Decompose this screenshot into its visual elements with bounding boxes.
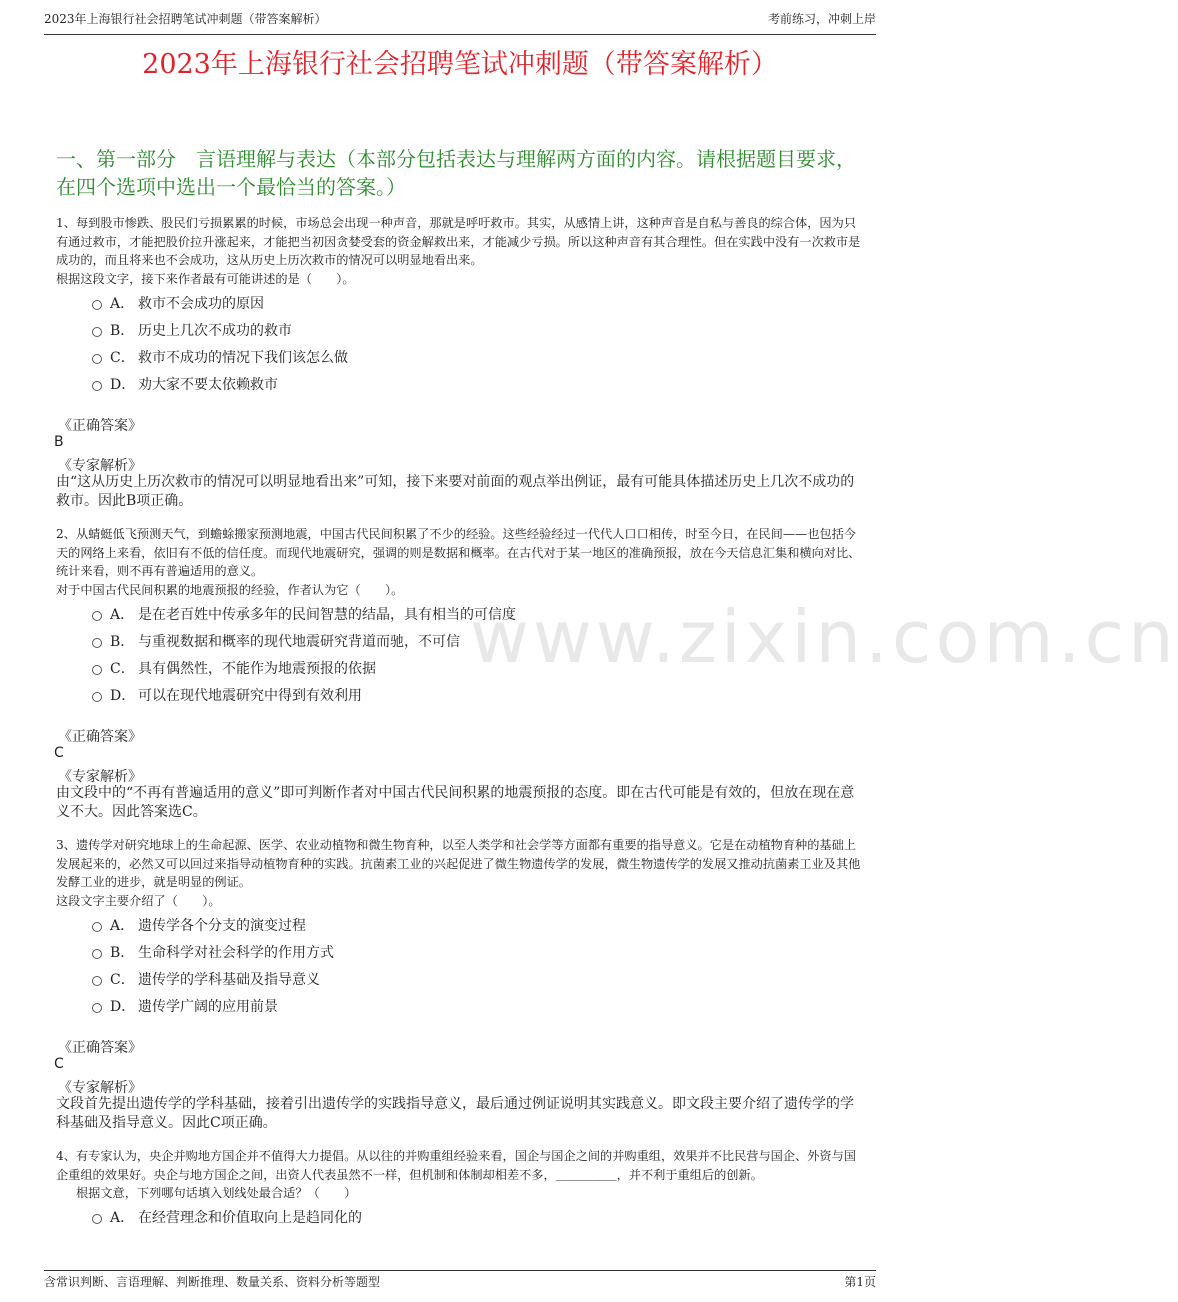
q1-explanation: 由“这从历史上历次救市的情况可以明显地看出来”可知，接下来要对前面的观点举出例证，最有可能具体描述历史上几次不成功的救市。因此B项正确。 [56, 474, 855, 509]
expert-analysis-label: 《专家解析》 [58, 1080, 142, 1096]
page-title: 2023年上海银行社会招聘笔试冲刺题（带答案解析） [142, 49, 778, 80]
question-2-stem [56, 525, 868, 599]
radio-icon[interactable] [92, 611, 102, 621]
q1-option-d[interactable]: D． 劝大家不要太依赖救市 [92, 374, 278, 394]
footer-topics: 含常识判断、言语理解、判断推理、数量关系、资料分析等题型 [44, 1275, 381, 1289]
radio-icon[interactable] [92, 665, 102, 675]
q2-option-c[interactable]: C． 具有偶然性，不能作为地震预报的依据 [92, 658, 376, 678]
radio-icon[interactable] [92, 300, 102, 310]
question-4-stem [56, 1147, 868, 1203]
question-prompt: 根据这段文字，接下来作者最有可能讲述的是（ ）。 [56, 271, 355, 286]
question-prompt: 这段文字主要介绍了（ ）。 [56, 893, 221, 908]
question-text: 4、有专家认为，央企并购地方国企并不值得大力提倡。从以往的并购重组经验来看，国企与国企之间的并购重组，效果并不比民营与国企、外资与国企重组的效果好。央企与地方国企之间，出资人代表虽然不一样，但机制和体制却相差不多，＿＿＿＿＿，并不利于重组后的创新。 [56, 1149, 856, 1182]
q2-option-d[interactable]: D． 可以在现代地震研究中得到有效利用 [92, 685, 362, 705]
q2-option-b[interactable]: B． 与重视数据和概率的现代地震研究背道而驰，不可信 [92, 631, 460, 651]
q2-explanation: 由文段中的“不再有普遍适用的意义”即可判断作者对中国古代民间积累的地震预报的态度。即在古代可能是有效的，但放在现在意义不大。因此答案选C。 [56, 785, 855, 820]
question-3-stem [56, 836, 868, 910]
expert-analysis-label: 《专家解析》 [58, 458, 142, 474]
question-1-stem [56, 214, 868, 288]
q4-option-a[interactable]: A． 在经营理念和价值取向上是趋同化的 [92, 1207, 362, 1227]
q3-option-c[interactable]: C． 遗传学的学科基础及指导意义 [92, 969, 320, 989]
radio-icon[interactable] [92, 638, 102, 648]
question-prompt: 根据文意，下列哪句话填入划线处最合适？（ ） [76, 1186, 357, 1200]
expert-analysis-label: 《专家解析》 [58, 769, 142, 785]
page-number: 第1页 [844, 1275, 876, 1289]
q1-option-a[interactable]: A． 救市不会成功的原因 [92, 293, 264, 313]
correct-answer-label: 《正确答案》 [58, 729, 142, 745]
q1-answer: B [54, 434, 64, 450]
page-footer [44, 1270, 876, 1290]
q3-option-d[interactable]: D． 遗传学广阔的应用前景 [92, 996, 278, 1016]
page-header [44, 10, 876, 35]
question-prompt: 对于中国古代民间积累的地震预报的经验，作者认为它（ ）。 [56, 582, 404, 597]
q3-answer: C [54, 1056, 64, 1072]
question-text: 1、每到股市惨跌、股民们亏损累累的时候，市场总会出现一种声音，那就是呼吁救市。其实，从感情上讲，这种声音是自私与善良的综合体，因为只有通过救市，才能把股价拉升涨起来，才能把当初因贪婪受套的资金解救出来，才能减少亏损。所以这种声音有其合理性。但在实践中没有一次救市是成功的，而且将来也不会成功，这从历史上历次救市的情况可以明显地看出来。 [56, 216, 861, 267]
radio-icon[interactable] [92, 1003, 102, 1013]
question-text: 2、从蜻蜓低飞预测天气，到蟾蜍搬家预测地震，中国古代民间积累了不少的经验。这些经验经过一代代人口口相传，时至今日，在民间——也包括今天的网络上来看，依旧有不低的信任度。而现代地震研究，强调的则是数据和概率。在古代对于某一地区的准确预报，放在今天信息汇集和横向对比、统计来看，则不再有普遍适用的意义。 [56, 527, 861, 578]
correct-answer-label: 《正确答案》 [58, 418, 142, 434]
q1-option-b[interactable]: B． 历史上几次不成功的救市 [92, 320, 292, 340]
header-slogan: 考前练习，冲刺上岸 [767, 12, 876, 26]
q3-option-b[interactable]: B． 生命科学对社会科学的作用方式 [92, 942, 334, 962]
q1-option-c[interactable]: C． 救市不成功的情况下我们该怎么做 [92, 347, 348, 367]
section-heading: 一、第一部分 言语理解与表达（本部分包括表达与理解两方面的内容。请根据题目要求，在四个选项中选出一个最恰当的答案。） [56, 147, 856, 199]
q2-option-a[interactable]: A． 是在老百姓中传承多年的民间智慧的结晶，具有相当的可信度 [92, 604, 516, 624]
radio-icon[interactable] [92, 949, 102, 959]
watermark: www.zixin.com.cn [470, 595, 1178, 679]
q2-answer: C [54, 745, 64, 761]
question-text: 3、遗传学对研究地球上的生命起源、医学、农业动植物和微生物育种，以至人类学和社会学等方面都有重要的指导意义。它是在动植物育种的基础上发展起来的，必然又可以回过来指导动植物育种的实践。抗菌素工业的兴起促进了微生物遗传学的发展，微生物遗传学的发展又推动抗菌素工业及其他发酵工业的进步，就是明显的例证。 [56, 838, 861, 889]
q3-explanation: 文段首先提出遗传学的学科基础，接着引出遗传学的实践指导意义，最后通过例证说明其实践意义。即文段主要介绍了遗传学的学科基础及指导意义。因此C项正确。 [56, 1096, 854, 1131]
radio-icon[interactable] [92, 1214, 102, 1224]
q3-option-a[interactable]: A． 遗传学各个分支的演变过程 [92, 915, 306, 935]
radio-icon[interactable] [92, 692, 102, 702]
correct-answer-label: 《正确答案》 [58, 1040, 142, 1056]
radio-icon[interactable] [92, 327, 102, 337]
radio-icon[interactable] [92, 354, 102, 364]
radio-icon[interactable] [92, 922, 102, 932]
radio-icon[interactable] [92, 381, 102, 391]
radio-icon[interactable] [92, 976, 102, 986]
header-doc-title: 2023年上海银行社会招聘笔试冲刺题（带答案解析） [44, 12, 327, 26]
